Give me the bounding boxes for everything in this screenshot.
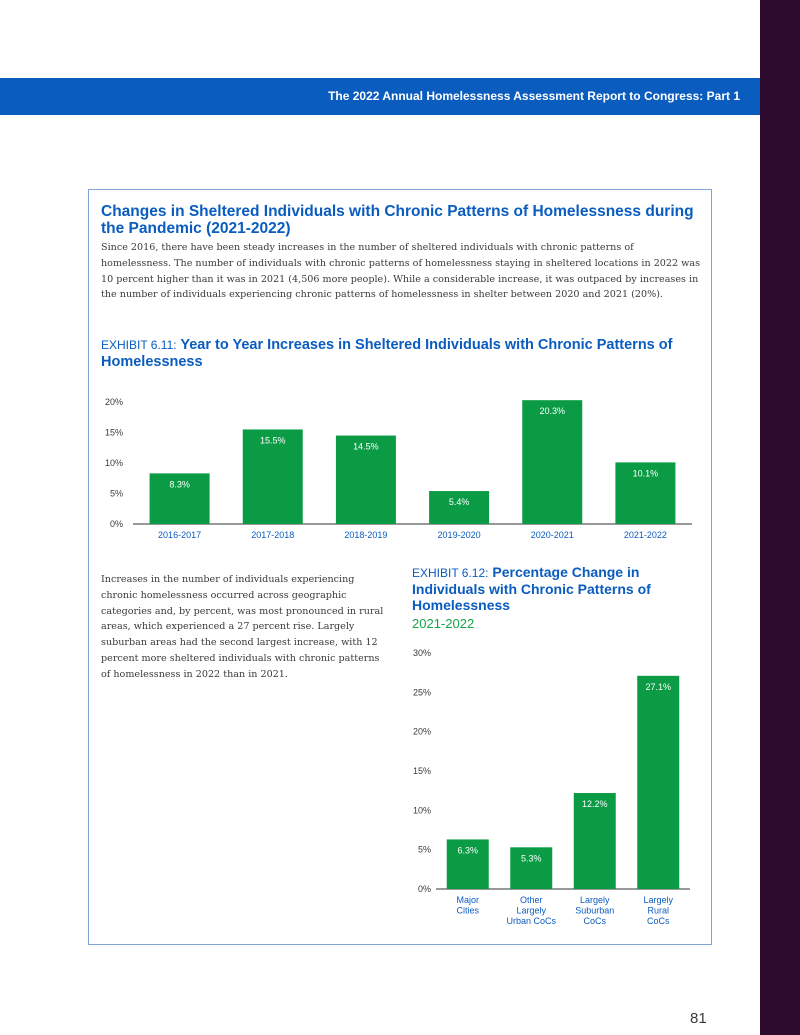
intro-paragraph: Since 2016, there have been steady increases in the number of sheltered individuals with chronic patterns of homelessness. The number of individuals with chronic patterns of homelessness staying in sheltered locations in 2022 was 10 percent higher than it was in 2021 (4,506 more people). While a considerable increase, it was outpaced by increases in the number of individuals experiencing chronic patterns of homelessness in shelter between 2020 and 2021 (20%). [101, 242, 701, 301]
chart2-xtick: Major [456, 895, 480, 905]
chart1-xtick: 2020-2021 [530, 530, 574, 540]
exhibit-612-subtitle: 2021-2022 [412, 616, 475, 631]
chart2-xtick: Suburban [575, 905, 615, 916]
chart2-ytick: 30% [412, 648, 431, 658]
chart2-xtick: Rural [647, 905, 670, 916]
chart2-xtick: Other [519, 895, 543, 905]
chart2-ytick: 10% [412, 805, 431, 816]
chart1-xtick: 2018-2019 [344, 530, 388, 540]
chart1-xtick: 2021-2022 [623, 530, 667, 540]
chart2-ytick: 0% [417, 884, 431, 894]
chart2-xtick: Largely [579, 895, 610, 905]
exhibit-611-name: Year to Year Increases in Sheltered Individuals with Chronic Patterns of Homelessness [101, 337, 673, 370]
chart2-data-label: 5.3% [520, 853, 542, 864]
exhibit-612-prefix: EXHIBIT 6.12: [412, 566, 489, 580]
chart2-xtick: Cities [456, 905, 480, 916]
chart2-data-label: 6.3% [457, 845, 479, 856]
chart2-xtick: CoCs [583, 916, 607, 926]
body-paragraph: Increases in the number of individuals experiencing chronic homelessness occurred across geographic categories and, by percent, was most pronounced in rural areas, which experienced a 27 percent rise. Largely suburban areas had the second largest increase, with 12 percent more sheltered individuals with chronic patterns of homelessness in 2022 than in 2021. [101, 574, 384, 680]
chart1-xtick: 2016-2017 [158, 530, 202, 540]
chart2-data-label: 27.1% [645, 681, 672, 692]
chart2-xtick: Largely [643, 895, 674, 905]
report-title: The 2022 Annual Homelessness Assessment Report to Congress: Part 1 [328, 89, 740, 103]
chart2-bar [637, 676, 679, 889]
page-number: 81 [690, 1010, 707, 1027]
chart1-xtick: 2017-2018 [251, 530, 295, 540]
exhibit-611-prefix: EXHIBIT 6.11: [101, 338, 177, 352]
chart1-ytick: 10% [104, 458, 123, 468]
chart1-data-label: 14.5% [353, 441, 379, 452]
chart2-ytick: 25% [412, 687, 431, 698]
section-title: Changes in Sheltered Individuals with Chronic Patterns of Homelessness during the Pandemic (2021-2022) [101, 203, 694, 237]
chart2-xtick: Urban CoCs [506, 916, 557, 926]
chart1-ytick: 20% [104, 397, 123, 407]
chart1-ytick: 0% [109, 519, 123, 529]
chart1-data-label: 10.1% [632, 468, 659, 479]
chart2-ytick: 20% [412, 726, 431, 737]
chart1-data-label: 20.3% [539, 406, 566, 417]
chart1-data-label: 5.4% [448, 497, 470, 508]
chart2-ytick: 15% [412, 766, 431, 776]
exhibit-612-name: Percentage Change in Individuals with Chronic Patterns of Homelessness [412, 564, 651, 613]
chart2-ytick: 5% [417, 844, 431, 855]
chart1-ytick: 5% [109, 488, 123, 499]
chart1-ytick: 15% [104, 427, 123, 438]
chart2-xtick: Largely [516, 905, 547, 916]
chart2-data-label: 12.2% [581, 799, 608, 810]
chart1-data-label: 8.3% [169, 479, 190, 490]
chart2-xtick: CoCs [646, 916, 670, 926]
chart1-xtick: 2019-2020 [437, 530, 481, 540]
chart1-data-label: 15.5% [259, 435, 286, 446]
